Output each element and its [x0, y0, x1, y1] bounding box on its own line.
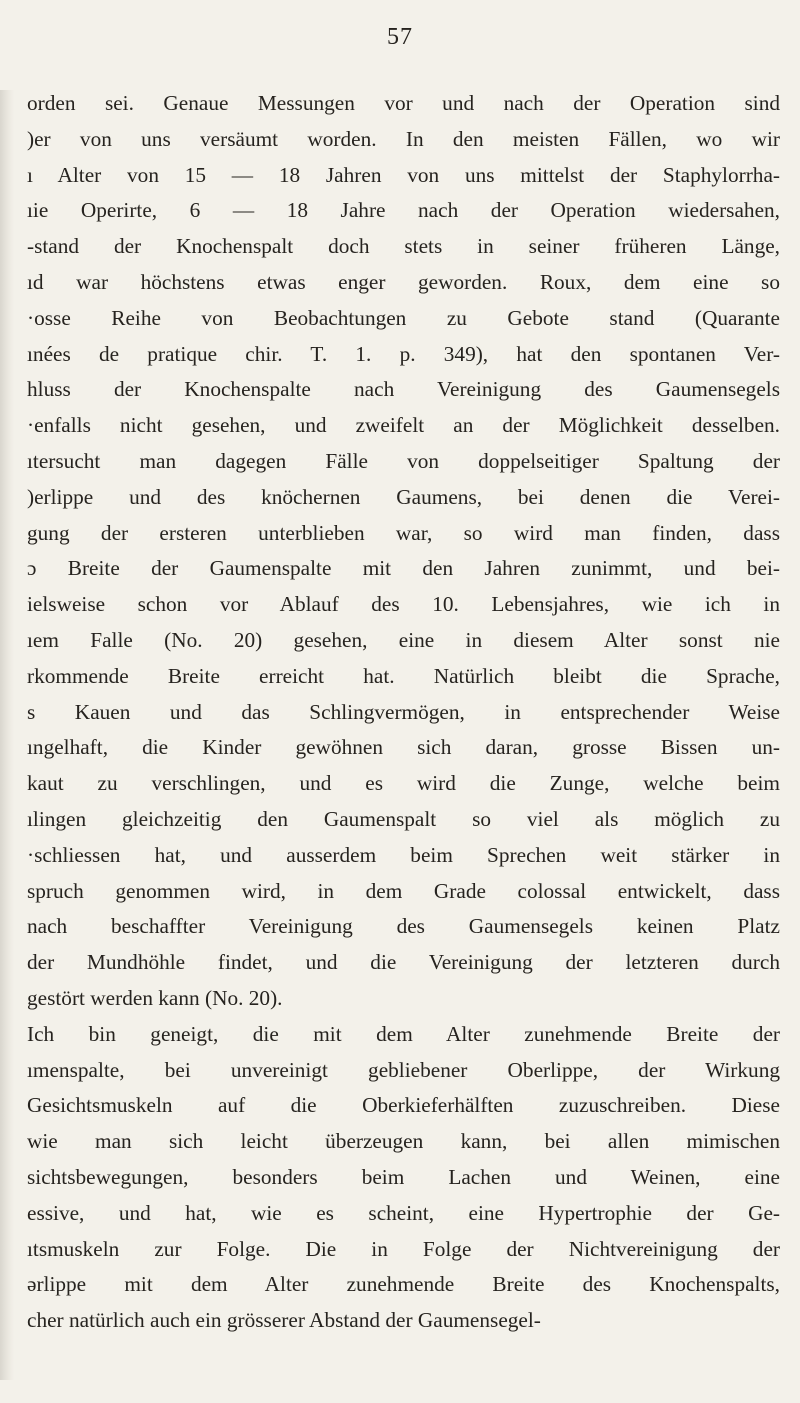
- text-line: ıd war höchstens etwas enger geworden. Roux, dem eine so: [27, 269, 780, 294]
- text-line: der Mundhöhle findet, und die Vereinigung der letzteren durch: [27, 950, 780, 975]
- text-line: ·schliessen hat, und ausserdem beim Sprechen weit stärker in: [27, 842, 780, 867]
- text-line: orden sei. Genaue Messungen vor und nach der Operation sind: [27, 91, 780, 115]
- text-line: rkommende Breite erreicht hat. Natürlich bleibt die Sprache,: [27, 663, 780, 688]
- text-line: gestört werden kann (No. 20).: [27, 985, 283, 1010]
- text-line: ·osse Reihe von Beobachtungen zu Gebote stand (Quarante: [27, 305, 780, 330]
- page-number: 57: [387, 24, 413, 50]
- text-line: nach beschaffter Vereinigung des Gaumensegels keinen Platz: [27, 914, 780, 939]
- body-text: [27, 86, 780, 1339]
- text-line: Gesichtsmuskeln auf die Oberkieferhälften zuzuschreiben. Diese: [27, 1093, 780, 1118]
- text-line: ıtersucht man dagegen Fälle von doppelseitiger Spaltung der: [27, 448, 780, 473]
- text-line: ıtsmuskeln zur Folge. Die in Folge der Nichtvereinigung der: [27, 1236, 780, 1261]
- text-line: ielsweise schon vor Ablauf des 10. Lebensjahres, wie ich in: [27, 592, 780, 617]
- text-line: essive, und hat, wie es scheint, eine Hypertrophie der Ge-: [27, 1200, 780, 1225]
- text-line: ıngelhaft, die Kinder gewöhnen sich daran, grosse Bissen un-: [27, 735, 780, 760]
- text-line: hluss der Knochenspalte nach Vereinigung des Gaumensegels: [27, 377, 780, 402]
- text-line: sichtsbewegungen, besonders beim Lachen und Weinen, eine: [27, 1164, 780, 1189]
- text-line: s Kauen und das Schlingvermögen, in entsprechender Weise: [27, 699, 780, 724]
- text-line: ı Alter von 15 — 18 Jahren von uns mittelst der Staphylorrha-: [27, 162, 780, 187]
- text-line: )er von uns versäumt worden. In den meisten Fällen, wo wir: [27, 126, 780, 151]
- text-line: ıie Operirte, 6 — 18 Jahre nach der Operation wiedersahen,: [27, 198, 780, 223]
- text-line: ıem Falle (No. 20) gesehen, eine in diesem Alter sonst nie: [27, 627, 780, 652]
- text-line: ılingen gleichzeitig den Gaumenspalt so viel als möglich zu: [27, 806, 780, 831]
- text-line: ɔ Breite der Gaumenspalte mit den Jahren zunimmt, und bei-: [27, 556, 780, 581]
- text-line: Ich bin geneigt, die mit dem Alter zunehmende Breite der: [27, 1021, 780, 1046]
- text-line: gung der ersteren unterblieben war, so wird man finden, dass: [27, 520, 780, 545]
- text-line: -stand der Knochenspalt doch stets in seiner früheren Länge,: [27, 234, 780, 259]
- text-line: cher natürlich auch ein grösserer Abstand der Gaumensegel-: [27, 1308, 541, 1333]
- text-line: )erlippe und des knöchernen Gaumens, bei denen die Verei-: [27, 484, 780, 509]
- text-line: ınées de pratique chir. T. 1. p. 349), hat den spontanen Ver-: [27, 341, 780, 366]
- text-line: spruch genommen wird, in dem Grade colossal entwickelt, dass: [27, 878, 780, 903]
- text-line: kaut zu verschlingen, und es wird die Zunge, welche beim: [27, 771, 780, 796]
- binding-gutter-shadow: [0, 90, 14, 1380]
- text-line: ərlippe mit dem Alter zunehmende Breite des Knochenspalts,: [27, 1272, 780, 1297]
- text-line: ımenspalte, bei unvereinigt gebliebener Oberlippe, der Wirkung: [27, 1057, 780, 1082]
- text-line: wie man sich leicht überzeugen kann, bei allen mimischen: [27, 1129, 780, 1154]
- text-line: ·enfalls nicht gesehen, und zweifelt an der Möglichkeit desselben.: [27, 413, 780, 438]
